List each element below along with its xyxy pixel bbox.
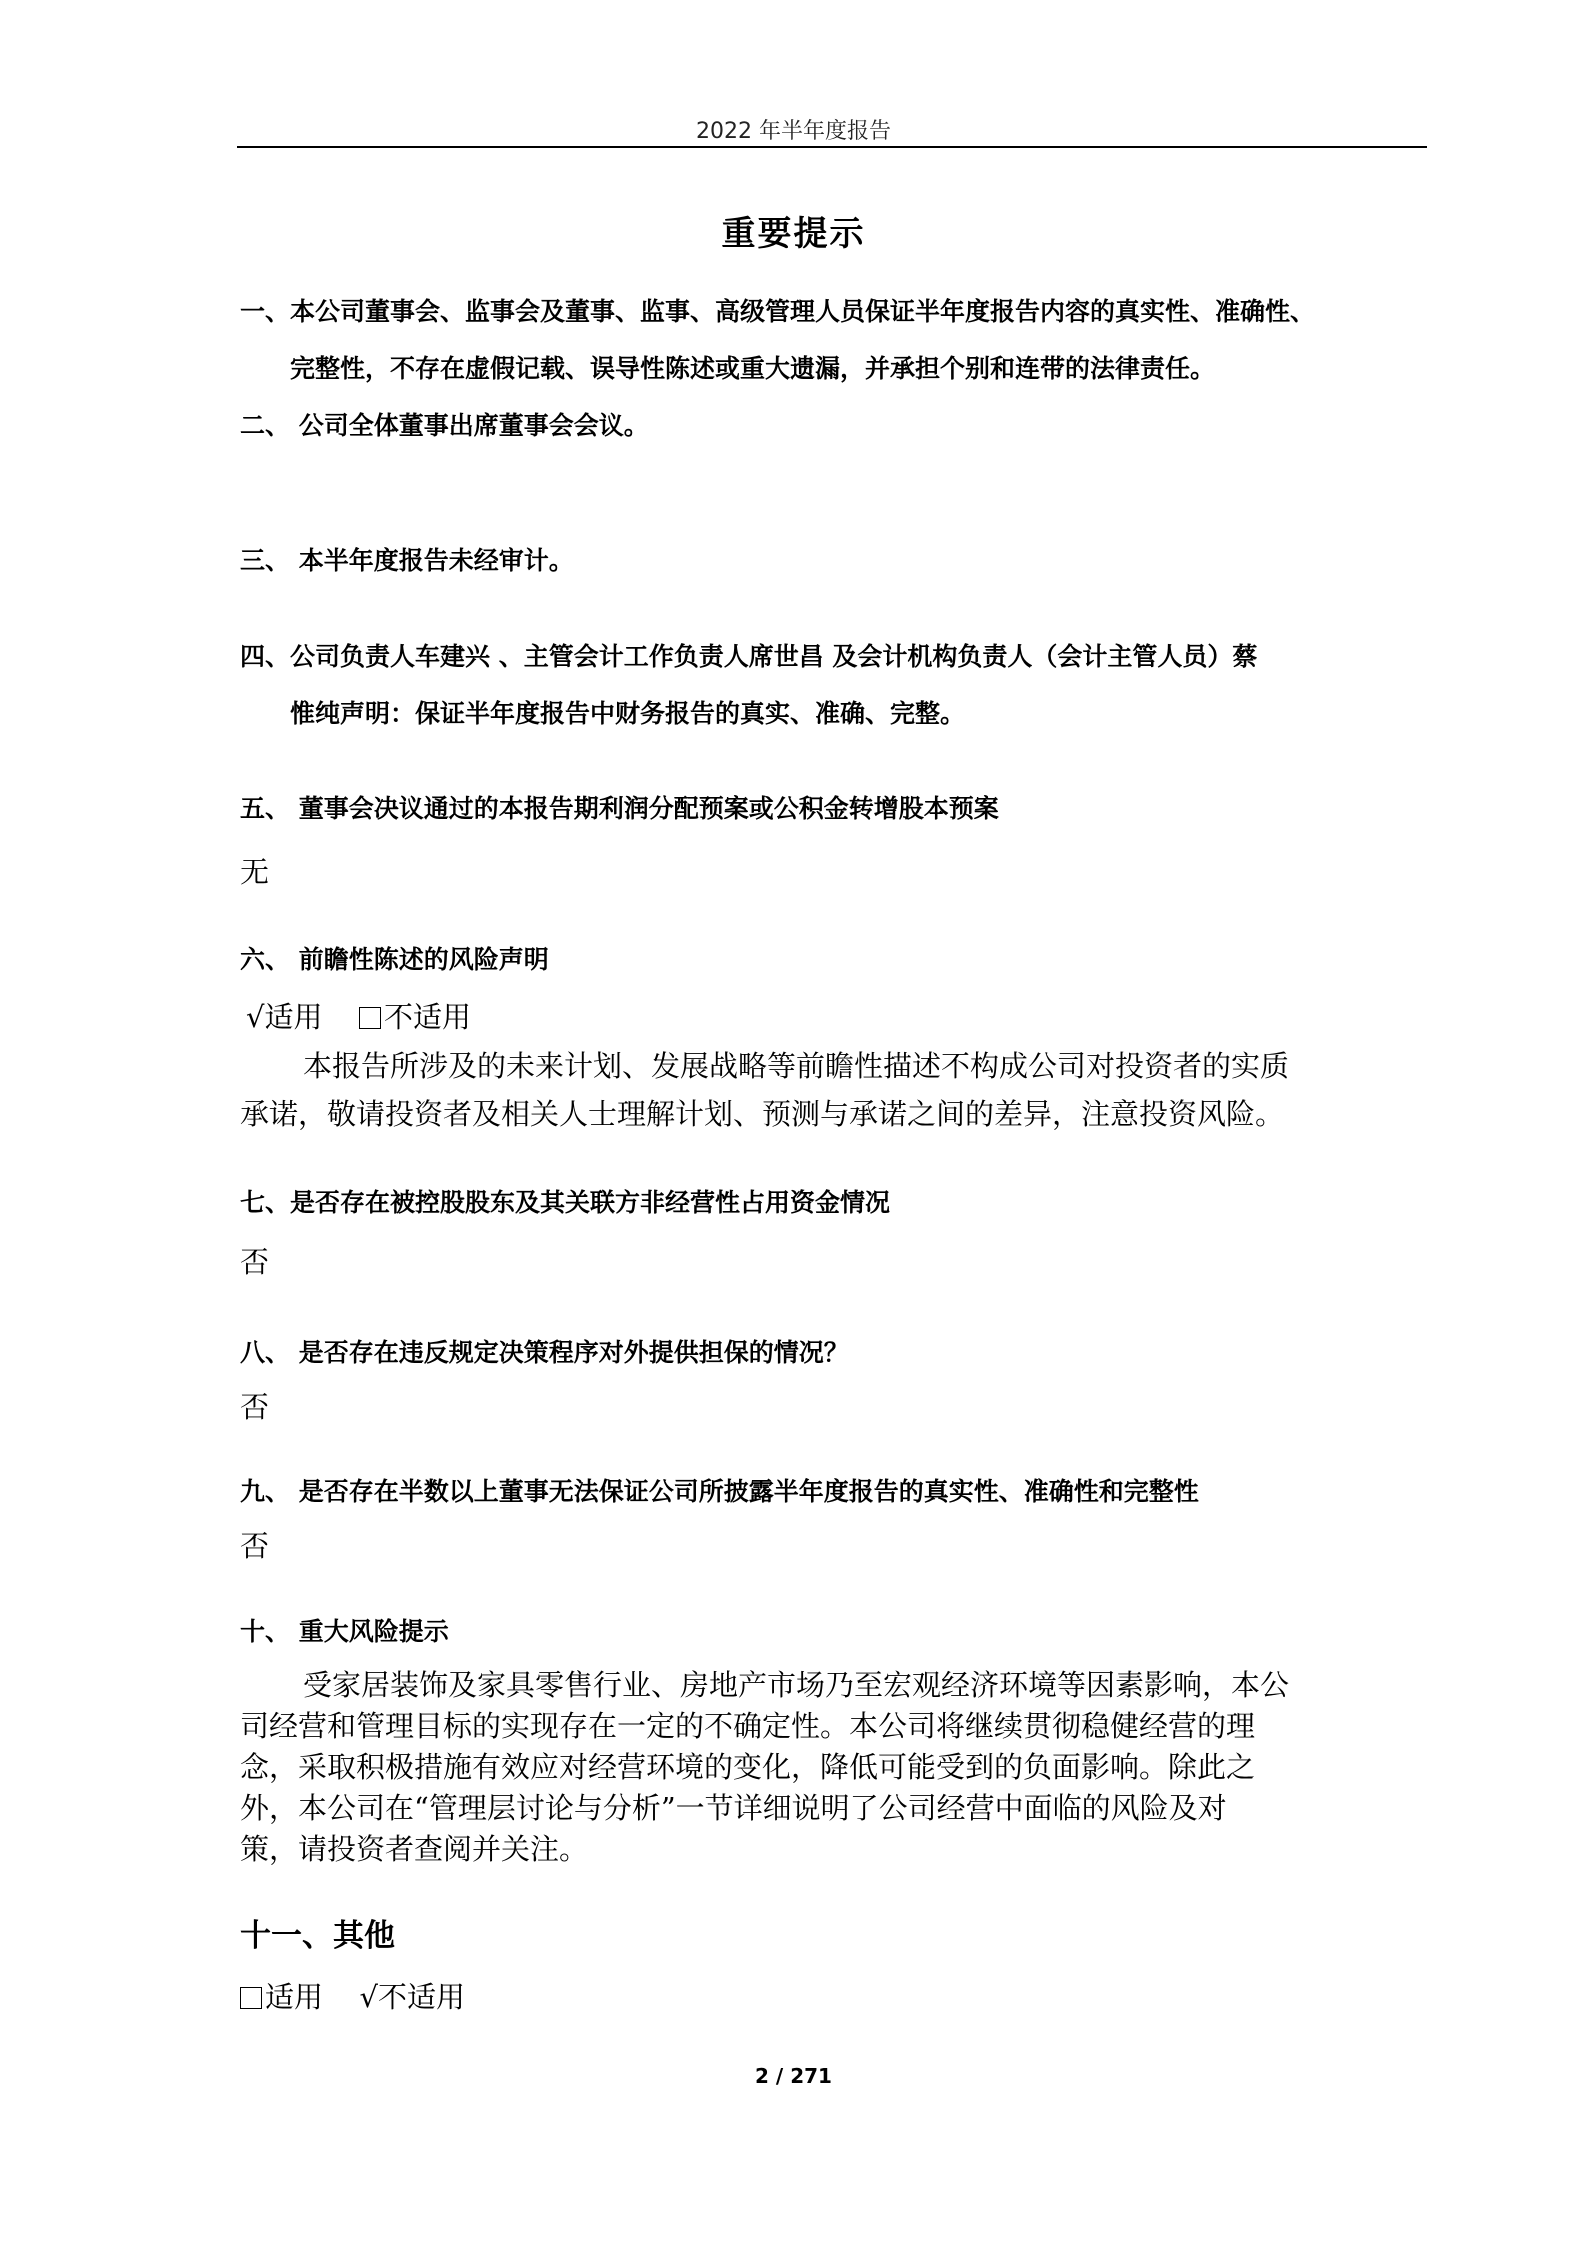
item-four-line1: 四、公司负责人车建兴 、主管会计工作负责人席世昌 及会计机构负责人（会计主管人员）蔡 xyxy=(240,642,1258,671)
option-not-applicable-label: 不适用 xyxy=(377,1980,465,2014)
item-ten-line4: 外，本公司在“管理层讨论与分析”一节详细说明了公司经营中面临的风险及对 xyxy=(240,1791,1227,1825)
running-header: 2022 年半年度报告 xyxy=(696,119,891,144)
empty-checkbox-icon xyxy=(359,1007,381,1029)
item-six-paragraph-line2: 承诺，敬请投资者及相关人士理解计划、预测与承诺之间的差异，注意投资风险。 xyxy=(240,1097,1285,1131)
item-ten-line5: 策，请投资者查阅并关注。 xyxy=(240,1832,589,1866)
item-four-line2: 惟纯声明：保证半年度报告中财务报告的真实、准确、完整。 xyxy=(290,699,966,728)
item-ten-line3: 念，采取积极措施有效应对经营环境的变化，降低可能受到的负面影响。除此之 xyxy=(240,1750,1256,1784)
header-divider xyxy=(237,146,1427,148)
item-five-answer: 无 xyxy=(240,855,270,889)
empty-checkbox-icon xyxy=(240,1987,262,2009)
item-six-heading: 六、 前瞻性陈述的风险声明 xyxy=(240,945,549,974)
item-three: 三、 本半年度报告未经审计。 xyxy=(240,546,574,575)
item-two: 二、 公司全体董事出席董事会会议。 xyxy=(240,411,649,440)
item-one-line1: 一、本公司董事会、监事会及董事、监事、高级管理人员保证半年度报告内容的真实性、准确性、 xyxy=(240,297,1316,326)
check-mark-icon: √ xyxy=(359,1980,378,2014)
item-five-heading: 五、 董事会决议通过的本报告期利润分配预案或公积金转增股本预案 xyxy=(240,794,999,823)
option-applicable-label: 适用 xyxy=(264,1000,323,1034)
item-eight-heading: 八、 是否存在违反规定决策程序对外提供担保的情况？ xyxy=(240,1338,849,1367)
item-ten-line1: 受家居装饰及家具零售行业、房地产市场乃至宏观经济环境等因素影响，本公 xyxy=(303,1668,1290,1702)
option-applicable-label: 适用 xyxy=(265,1980,324,2014)
item-ten-heading: 十、 重大风险提示 xyxy=(240,1617,449,1646)
item-nine-heading: 九、 是否存在半数以上董事无法保证公司所披露半年度报告的真实性、准确性和完整性 xyxy=(240,1477,1199,1506)
item-seven-answer: 否 xyxy=(240,1245,270,1279)
item-ten-line2: 司经营和管理目标的实现存在一定的不确定性。本公司将继续贯彻稳健经营的理 xyxy=(240,1709,1256,1743)
item-eight-answer: 否 xyxy=(240,1390,270,1424)
item-six-paragraph-line1: 本报告所涉及的未来计划、发展战略等前瞻性描述不构成公司对投资者的实质 xyxy=(303,1049,1290,1083)
item-eleven-heading: 十一、其他 xyxy=(240,1918,395,1954)
item-one-line2: 完整性，不存在虚假记载、误导性陈述或重大遗漏，并承担个别和连带的法律责任。 xyxy=(290,354,1216,383)
option-not-applicable-label: 不适用 xyxy=(383,1000,471,1034)
item-six-options xyxy=(246,995,471,1036)
item-eleven-options xyxy=(240,1975,465,2016)
item-nine-answer: 否 xyxy=(240,1529,270,1563)
page-title: 重要提示 xyxy=(721,214,866,254)
check-mark-icon: √ xyxy=(246,1000,265,1034)
item-seven-heading: 七、是否存在被控股股东及其关联方非经营性占用资金情况 xyxy=(240,1188,891,1217)
page-number: 2 / 271 xyxy=(755,2064,832,2088)
